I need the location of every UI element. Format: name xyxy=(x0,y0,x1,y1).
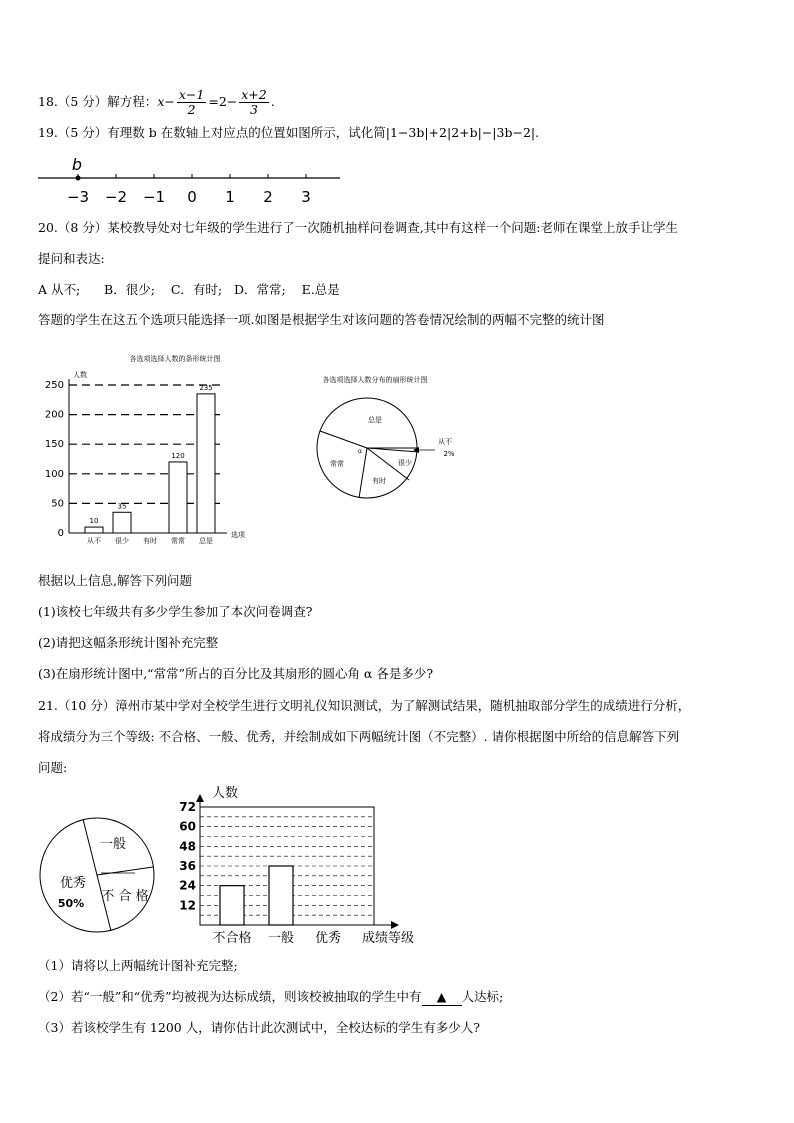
pie1-label-always: 总是 xyxy=(368,416,382,424)
q21-sub2-a: （2）若“一般”和“优秀”均被视为达标成绩，则该校被抽取的学生中有 xyxy=(38,989,422,1004)
bar-chart-grades xyxy=(165,780,425,950)
bar1-value-label: 35 xyxy=(117,502,127,511)
q20-line2: 提问和表达: xyxy=(38,251,105,266)
bar1-ytick-label: 50 xyxy=(51,498,64,510)
pie2-label-fail: 不 合 格 xyxy=(101,889,149,904)
pie1-radius-d xyxy=(359,448,367,498)
bar2-ytick-label: 36 xyxy=(179,859,196,873)
bar1-category-label: 有时 xyxy=(143,537,157,545)
number-line-tick-label: −3 xyxy=(66,188,90,206)
pie1-callout-percent: 2% xyxy=(443,450,455,458)
bar1-ylabel: 人数 xyxy=(73,371,87,379)
bar2-bar xyxy=(269,866,293,925)
bar-chart-options xyxy=(35,345,265,550)
q19-text: 19.（5 分）有理数 b 在数轴上对应点的位置如图所示，试化简|1−3b|+2|2+b|−|3b−2|. xyxy=(38,125,540,140)
q18-prefix: 18.（5 分）解方程： xyxy=(38,94,158,109)
q20-after: 根据以上信息,解答下列问题 xyxy=(38,573,192,588)
pie1-radius-e xyxy=(320,431,367,448)
q18-frac2-numerator: x+2 xyxy=(241,87,267,102)
q21-sub3: （3）若该校学生有 1200 人，请你估计此次测试中，全校达标的学生有多少人? xyxy=(38,1020,480,1035)
bar2-ylabel: 人数 xyxy=(212,786,239,801)
q18-line xyxy=(38,88,275,117)
bar1-bar xyxy=(85,527,103,533)
bar1-category-label: 从不 xyxy=(87,537,101,545)
q18-frac2-denominator: 3 xyxy=(250,102,258,117)
pie2-label-excellent: 优秀 xyxy=(59,876,87,891)
bar1-ytick-label: 0 xyxy=(57,528,64,539)
q21-sub2 xyxy=(38,989,503,1006)
q18-fraction-2 xyxy=(239,88,268,117)
bar2-y-arrow xyxy=(196,794,204,802)
q18-equals: =2− xyxy=(208,94,238,109)
q21-sub1: （1）请将以上两幅统计图补充完整; xyxy=(38,958,238,973)
bar1-title: 各选项选择人数的条形统计图 xyxy=(129,355,221,363)
bar2-ytick-label: 48 xyxy=(179,839,196,854)
q20-sub1: (1)该校七年级共有多少学生参加了本次问卷调查? xyxy=(38,604,313,619)
q18-minus: − xyxy=(164,94,175,109)
q21-line1: 21.（10 分）漳州市某中学对全校学生进行文明礼仪知识测试，为了解测试结果，随机抽取部分学生的成绩进行分析， xyxy=(38,698,691,713)
q18-x: x xyxy=(157,94,165,109)
q18-end: . xyxy=(270,94,275,109)
bar1-category-label: 很少 xyxy=(115,537,129,545)
bar1-category-label: 总是 xyxy=(199,537,213,545)
bar1-ytick-label: 100 xyxy=(44,468,64,480)
pie1-label-sometimes: 有时 xyxy=(372,477,386,485)
pie1-label-often: 常常 xyxy=(330,460,344,468)
q18-fraction-1 xyxy=(177,88,206,117)
bar2-category-label: 不合格 xyxy=(212,931,252,946)
bar1-category-label: 常常 xyxy=(171,537,185,545)
number-line-tick-label: 1 xyxy=(225,188,235,206)
bar1-value-label: 120 xyxy=(171,451,185,460)
number-line-tick-label: −1 xyxy=(142,188,166,206)
q20-line3: 答题的学生在这五个选项只能选择一项.如图是根据学生对该问题的答卷情况绘制的两幅不完整的统计图 xyxy=(38,312,605,327)
q21-sub2-b: 人达标; xyxy=(461,989,504,1004)
bar2-xlabel: 成绩等级 xyxy=(361,931,415,946)
bar2-bar xyxy=(220,886,244,925)
pie1-label-rarely: 很少 xyxy=(398,459,412,467)
pie1-radius-b xyxy=(367,448,419,452)
bar1-value-label: 235 xyxy=(199,383,213,392)
q20-options: A 从不; B．很少; C．有时; D．常常; E.总是 xyxy=(38,282,340,297)
bar2-category-label: 优秀 xyxy=(314,931,342,946)
q20-line1: 20.（8 分）某校教导处对七年级的学生进行了一次随机抽样问卷调查,其中有这样一个问题:老师在课堂上放手让学生 xyxy=(38,220,678,235)
pie2-percent-label: 50% xyxy=(57,897,85,910)
number-line-tick-label: −2 xyxy=(104,188,128,206)
q18-frac1-denominator: 2 xyxy=(187,102,196,117)
q20-sub2: (2)请把这幅条形统计图补充完整 xyxy=(38,635,219,650)
q18-frac1-numerator: x−1 xyxy=(178,87,205,102)
point-b xyxy=(76,176,81,181)
bar2-ytick-label: 72 xyxy=(179,800,196,814)
q21-line2: 将成绩分为三个等级: 不合格、一般、优秀，并绘制成如下两幅统计图（不完整）. 请你根据图中所给的信息解答下列 xyxy=(38,729,680,744)
bar1-xlabel: 选项 xyxy=(231,531,245,539)
bar2-ytick-label: 24 xyxy=(179,878,196,893)
bar1-value-label: 10 xyxy=(89,517,99,526)
pie2-label-average: 一般 xyxy=(99,837,127,852)
bar1-bar xyxy=(113,512,131,533)
bar1-bar xyxy=(169,462,187,533)
bar1-ytick-label: 150 xyxy=(44,439,64,451)
pie2-radius xyxy=(97,867,153,875)
bar2-x-arrow xyxy=(391,921,399,929)
number-line-tick-label: 0 xyxy=(187,188,197,206)
q21-answer-blank[interactable]: ▲ xyxy=(422,989,462,1006)
bar2-category-label: 一般 xyxy=(267,931,295,946)
bar1-ytick-label: 200 xyxy=(44,409,64,421)
pie-chart-options xyxy=(295,368,475,508)
number-line xyxy=(30,150,340,208)
bar2-ytick-label: 12 xyxy=(179,898,196,913)
point-b-label: b xyxy=(71,155,83,174)
pie1-angle-alpha: α xyxy=(358,448,362,455)
bar1-ytick-label: 250 xyxy=(44,380,64,391)
pie1-callout-never: 从不 xyxy=(438,438,452,446)
bar1-bar xyxy=(197,394,215,533)
pie1-title: 各选项选择人数分布的扇形统计图 xyxy=(322,376,428,384)
bar2-ytick-label: 60 xyxy=(179,819,196,834)
q20-sub3: (3)在扇形统计图中,“常常”所占的百分比及其扇形的圆心角 α 各是多少? xyxy=(38,666,434,681)
pie-chart-grades xyxy=(35,815,160,935)
number-line-tick-label: 2 xyxy=(263,188,273,206)
number-line-tick-label: 3 xyxy=(301,188,311,206)
q21-line3: 问题: xyxy=(38,760,68,775)
